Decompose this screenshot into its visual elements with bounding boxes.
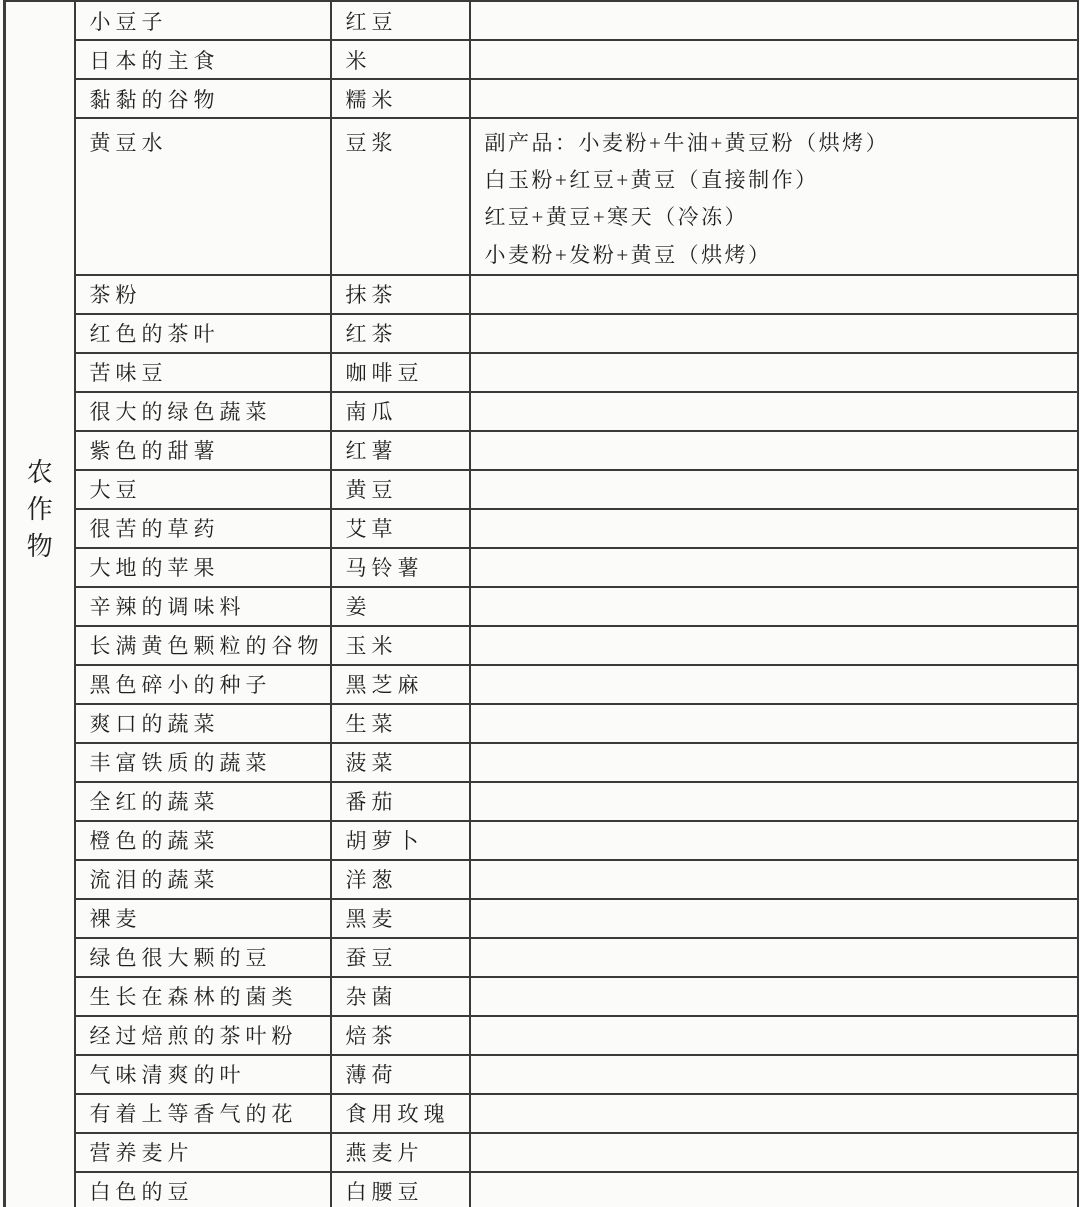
clue-text: 流泪的蔬菜 <box>89 868 220 893</box>
answer-cell <box>331 860 470 899</box>
clue-text: 很大的绿色蔬菜 <box>89 400 272 425</box>
answer-cell <box>331 314 470 353</box>
answer-text: 黑芝麻 <box>345 673 424 698</box>
answer-cell <box>331 118 470 275</box>
clue-cell <box>75 118 331 275</box>
clue-text: 营养麦片 <box>89 1141 194 1166</box>
table-row <box>5 1172 1078 1207</box>
notes-cell <box>470 470 1078 509</box>
answer-text: 咖啡豆 <box>345 361 424 386</box>
clue-cell <box>75 782 331 821</box>
answer-text: 杂菌 <box>345 985 398 1010</box>
notes-cell <box>470 626 1078 665</box>
notes-cell <box>470 977 1078 1016</box>
clue-cell <box>75 40 331 79</box>
notes-cell <box>470 40 1078 79</box>
answer-text: 南瓜 <box>345 400 398 425</box>
table-row <box>5 977 1078 1016</box>
answer-cell <box>331 509 470 548</box>
category-cell <box>5 1 75 1207</box>
notes-cell <box>470 118 1078 275</box>
clue-cell <box>75 1016 331 1055</box>
clue-text: 红色的茶叶 <box>89 322 220 347</box>
answer-cell <box>331 743 470 782</box>
answer-cell <box>331 704 470 743</box>
category-label: 农作物 <box>26 458 53 561</box>
table-row <box>5 431 1078 470</box>
clue-cell <box>75 314 331 353</box>
table-row <box>5 782 1078 821</box>
notes-cell <box>470 353 1078 392</box>
table-row <box>5 470 1078 509</box>
clue-text: 黄豆水 <box>89 131 168 155</box>
clue-cell <box>75 470 331 509</box>
answer-cell <box>331 977 470 1016</box>
answer-text: 薄荷 <box>345 1063 398 1088</box>
clue-cell <box>75 509 331 548</box>
clue-text: 大豆 <box>89 478 142 503</box>
table-row <box>5 548 1078 587</box>
answer-text: 米 <box>345 48 372 73</box>
notes-cell <box>470 782 1078 821</box>
table-row <box>5 743 1078 782</box>
table-row <box>5 704 1078 743</box>
table-row <box>5 1094 1078 1133</box>
notes-cell <box>470 1016 1078 1055</box>
clue-cell <box>75 665 331 704</box>
clue-text: 绿色很大颗的豆 <box>89 946 272 971</box>
table-row <box>5 860 1078 899</box>
table-row <box>5 509 1078 548</box>
notes-cell <box>470 899 1078 938</box>
table-row <box>5 665 1078 704</box>
answer-text: 蚕豆 <box>345 946 398 971</box>
table-row <box>5 587 1078 626</box>
table-row <box>5 314 1078 353</box>
answer-text: 白腰豆 <box>345 1179 424 1204</box>
clue-text: 经过焙煎的茶叶粉 <box>89 1024 298 1049</box>
answer-cell <box>331 587 470 626</box>
clue-cell <box>75 821 331 860</box>
clue-text: 长满黄色颗粒的谷物 <box>89 634 324 659</box>
notes-cell <box>470 431 1078 470</box>
notes-cell <box>470 1133 1078 1172</box>
clue-cell <box>75 938 331 977</box>
answer-cell <box>331 548 470 587</box>
clue-cell <box>75 548 331 587</box>
clue-cell <box>75 1172 331 1207</box>
table-row <box>5 938 1078 977</box>
answer-cell <box>331 431 470 470</box>
answer-cell <box>331 353 470 392</box>
table-row <box>5 79 1078 118</box>
clue-cell <box>75 353 331 392</box>
answer-cell <box>331 782 470 821</box>
clue-cell <box>75 860 331 899</box>
answer-text: 菠菜 <box>345 751 398 776</box>
table-row <box>5 1 1078 40</box>
clue-cell <box>75 79 331 118</box>
clue-cell <box>75 275 331 314</box>
table-row <box>5 118 1078 275</box>
clue-cell <box>75 431 331 470</box>
answer-text: 艾草 <box>345 517 398 542</box>
answer-cell <box>331 1 470 40</box>
answer-text: 胡萝卜 <box>345 829 424 854</box>
answer-cell <box>331 821 470 860</box>
clue-cell <box>75 587 331 626</box>
clue-cell <box>75 1133 331 1172</box>
clue-text: 茶粉 <box>89 283 142 308</box>
answer-cell <box>331 1094 470 1133</box>
clue-text: 橙色的蔬菜 <box>89 829 220 854</box>
notes-cell <box>470 704 1078 743</box>
notes-cell <box>470 1055 1078 1094</box>
clue-text: 黏黏的谷物 <box>89 87 220 112</box>
clue-cell <box>75 743 331 782</box>
answer-cell <box>331 470 470 509</box>
answer-text: 燕麦片 <box>345 1141 424 1166</box>
clue-cell <box>75 626 331 665</box>
crops-table-body <box>5 1 1078 1207</box>
clue-text: 生长在森林的菌类 <box>89 985 298 1010</box>
table-row <box>5 626 1078 665</box>
answer-cell <box>331 1172 470 1207</box>
table-row <box>5 821 1078 860</box>
answer-cell <box>331 938 470 977</box>
clue-text: 很苦的草药 <box>89 517 220 542</box>
clue-cell <box>75 899 331 938</box>
answer-text: 红茶 <box>345 322 398 347</box>
notes-cell <box>470 509 1078 548</box>
answer-cell <box>331 665 470 704</box>
clue-text: 裸麦 <box>89 907 142 932</box>
answer-cell <box>331 79 470 118</box>
answer-cell <box>331 899 470 938</box>
note-line: 副产品：小麦粉+牛油+黄豆粉（烘烤） <box>484 131 890 155</box>
answer-cell <box>331 1133 470 1172</box>
answer-cell <box>331 1055 470 1094</box>
clue-cell <box>75 977 331 1016</box>
note-line: 红豆+黄豆+寒天（冷冻） <box>484 205 749 230</box>
clue-text: 紫色的甜薯 <box>89 439 220 464</box>
clue-text: 苦味豆 <box>89 361 168 386</box>
table-row <box>5 275 1078 314</box>
clue-cell <box>75 1094 331 1133</box>
notes-cell <box>470 548 1078 587</box>
notes-cell <box>470 1094 1078 1133</box>
clue-text: 气味清爽的叶 <box>89 1063 246 1088</box>
clue-text: 辛辣的调味料 <box>89 595 246 620</box>
clue-cell <box>75 1 331 40</box>
notes-cell <box>470 1 1078 40</box>
notes-cell <box>470 314 1078 353</box>
notes-cell <box>470 860 1078 899</box>
clue-cell <box>75 1055 331 1094</box>
clue-text: 爽口的蔬菜 <box>89 712 220 737</box>
answer-text: 玉米 <box>345 634 398 659</box>
clue-text: 小豆子 <box>89 9 168 34</box>
answer-cell <box>331 392 470 431</box>
answer-text: 红豆 <box>345 9 398 34</box>
clue-text: 有着上等香气的花 <box>89 1102 298 1127</box>
table-row <box>5 40 1078 79</box>
answer-cell <box>331 626 470 665</box>
answer-cell <box>331 40 470 79</box>
table-row <box>5 353 1078 392</box>
answer-text: 姜 <box>345 595 372 620</box>
answer-text: 黑麦 <box>345 907 398 932</box>
answer-text: 番茄 <box>345 790 398 815</box>
clue-text: 全红的蔬菜 <box>89 790 220 815</box>
clue-text: 大地的苹果 <box>89 556 220 581</box>
notes-cell <box>470 743 1078 782</box>
answer-text: 生菜 <box>345 712 398 737</box>
table-row <box>5 1055 1078 1094</box>
notes-cell <box>470 665 1078 704</box>
answer-text: 红薯 <box>345 439 398 464</box>
table-row <box>5 392 1078 431</box>
answer-text: 洋葱 <box>345 868 398 893</box>
clue-cell <box>75 392 331 431</box>
clue-text: 日本的主食 <box>89 48 220 73</box>
notes-cell <box>470 821 1078 860</box>
answer-cell <box>331 275 470 314</box>
notes-cell <box>470 392 1078 431</box>
note-line: 白玉粉+红豆+黄豆（直接制作） <box>484 168 819 193</box>
answer-text: 豆浆 <box>345 131 398 155</box>
answer-text: 糯米 <box>345 87 398 112</box>
answer-text: 黄豆 <box>345 478 398 503</box>
answer-text: 食用玫瑰 <box>345 1102 450 1127</box>
table-row <box>5 899 1078 938</box>
answer-text: 焙茶 <box>345 1024 398 1049</box>
clue-text: 丰富铁质的蔬菜 <box>89 751 272 776</box>
answer-text: 马铃薯 <box>345 556 424 581</box>
table-row <box>5 1133 1078 1172</box>
answer-cell <box>331 1016 470 1055</box>
table-row <box>5 1016 1078 1055</box>
clue-text: 黑色碎小的种子 <box>89 673 272 698</box>
crops-table <box>3 0 1079 1207</box>
notes-cell <box>470 275 1078 314</box>
clue-text: 白色的豆 <box>89 1179 194 1204</box>
notes-cell <box>470 1172 1078 1207</box>
notes-cell <box>470 587 1078 626</box>
note-line: 小麦粉+发粉+黄豆（烘烤） <box>484 242 772 267</box>
answer-text: 抹茶 <box>345 283 398 308</box>
notes-cell <box>470 938 1078 977</box>
notes-cell <box>470 79 1078 118</box>
clue-cell <box>75 704 331 743</box>
